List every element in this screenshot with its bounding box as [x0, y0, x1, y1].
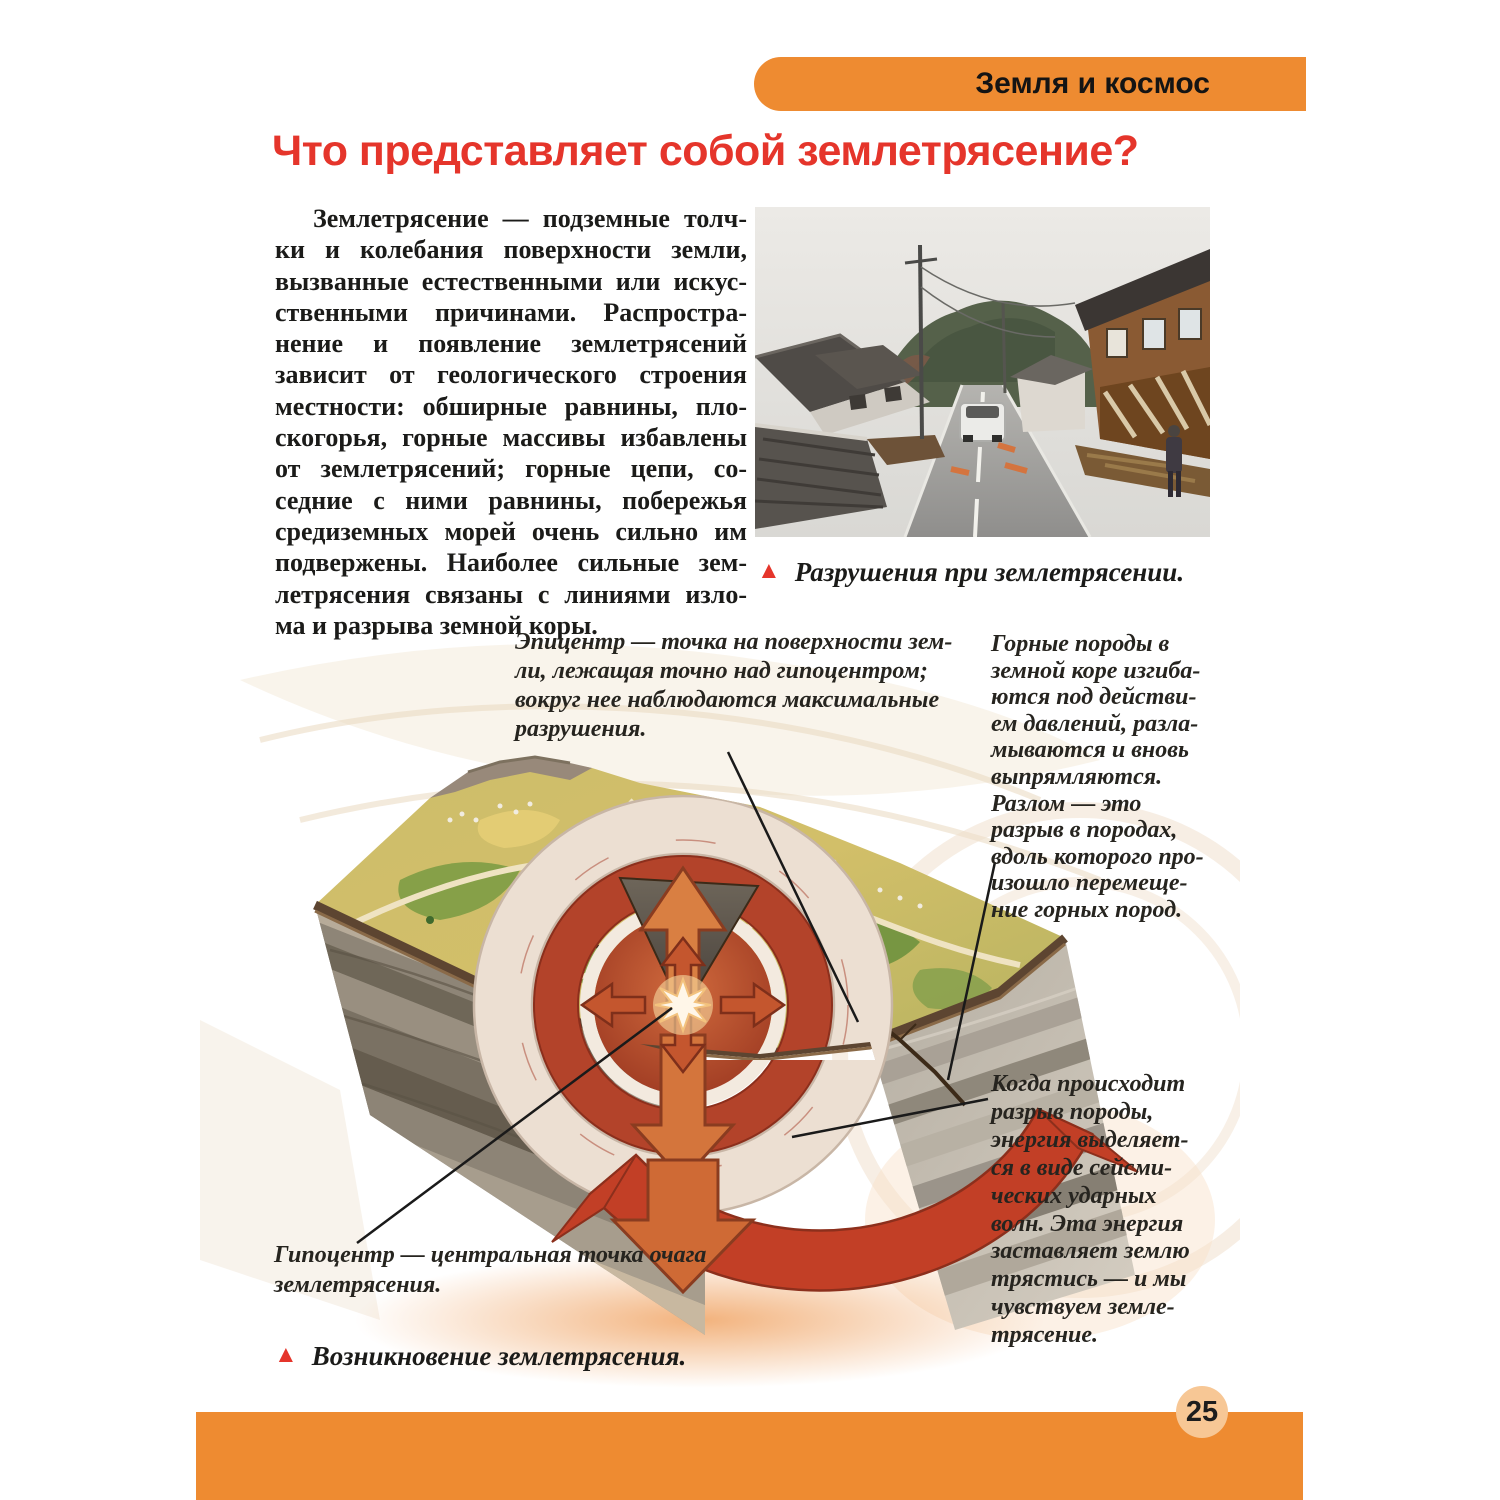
earthquake-destruction-photo [755, 207, 1210, 537]
article-paragraph: Землетрясение — подземные толч- ки и колебания поверхности земли, вызванные естественными или искус- ственными причинами. Распростра- нение и появление землетрясений зависит от геологического строения местности: обширные равнины, пло- скогорья, горные массивы избавлены от землетрясений; горные цепи, со- седние с ними равнины, побережья средиземных морей очень сильно им подвержены. Наиболее сильные зем- летрясения связаны с линиями изло- ма и разрыва земной коры. [275, 204, 747, 640]
page-title: Что представляет собой землетрясение? [272, 127, 1139, 175]
photo-caption [757, 556, 1227, 588]
caption-marker-triangle-icon: ▲ [757, 557, 781, 584]
caption-marker-triangle-icon: ▲ [274, 1341, 298, 1368]
hypocenter-starburst [653, 975, 713, 1035]
photo-utility-pole [920, 245, 922, 439]
diagram-caption-text: Возникновение землетрясения. [311, 1341, 687, 1371]
annotation-energy-release: Когда происходит разрыв породы, энергия выделяет- ся в виде сейсми- ческих ударных волн. Эта энергия заставляет землю трястись — и мы чувствуем земле- трясение. [991, 1071, 1190, 1349]
annotation-epicenter: Эпицентр — точка на поверхности зем- ли, лежащая точно над гипоцентром; вокруг нее наблюдаются максимальные разрушения. [515, 629, 953, 742]
footer-bar [196, 1412, 1303, 1500]
photo-white-car [960, 403, 1005, 442]
section-header-bar [754, 57, 1306, 111]
annotation-rock-folding: Горные породы в земной коре изгиба- ются под действи- ем давлений, разла- мываются и вновь выпрямляются. Разлом — это разрыв в породах, вдоль которого про- изошло перемеще- ние горных пород. [991, 631, 1204, 923]
photo-caption-text: Разрушения при землетрясении. [794, 557, 1185, 587]
page-number-badge: 25 [1176, 1386, 1228, 1438]
section-header-label: Земля и космос [975, 67, 1210, 100]
diagram-caption [274, 1340, 874, 1372]
annotation-hypocenter: Гипоцентр — центральная точка очага землетрясения. [274, 1242, 707, 1298]
